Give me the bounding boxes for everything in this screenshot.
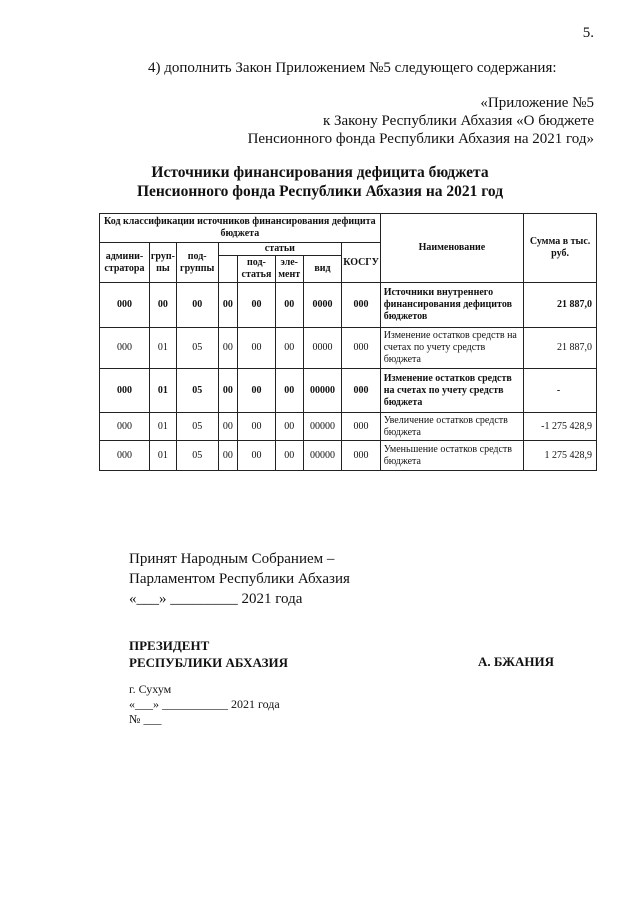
cell-article: 00	[218, 413, 238, 441]
cell-group: 00	[149, 283, 176, 328]
admin-header: админи-стратора	[100, 243, 150, 283]
cell-kind: 00000	[303, 441, 341, 471]
cell-sum: 21 887,0	[524, 283, 597, 328]
cell-kind: 00000	[303, 369, 341, 413]
cell-element: 00	[275, 283, 303, 328]
cell-subarticle: 00	[238, 328, 275, 369]
cell-subgroup: 05	[176, 369, 218, 413]
cell-kosgu: 000	[342, 283, 381, 328]
adopted-line-2: Парламентом Республики Абхазия	[129, 571, 350, 587]
cell-sum: -1 275 428,9	[524, 413, 597, 441]
title-line-2: Пенсионного фонда Республики Абхазия на 2021 год	[136, 183, 504, 200]
cell-subarticle: 00	[238, 413, 275, 441]
intro-text: 4) дополнить Закон Приложением №5 следующего содержания:	[148, 60, 557, 76]
cell-kind: 00000	[303, 413, 341, 441]
cell-name: Изменение остатков средств на счетах по учету средств бюджета	[380, 328, 523, 369]
cell-group: 01	[149, 441, 176, 471]
code-group-header: Код классификации источников финансирования дефицита бюджета	[100, 214, 381, 243]
cell-name: Увеличение остатков средств бюджета	[380, 413, 523, 441]
cell-kosgu: 000	[342, 328, 381, 369]
cell-sum: -	[524, 369, 597, 413]
group-header: груп-пы	[149, 243, 176, 283]
table-row	[100, 328, 597, 369]
cell-kind: 0000	[303, 283, 341, 328]
table-row	[100, 413, 597, 441]
cell-subgroup: 05	[176, 328, 218, 369]
cell-element: 00	[275, 328, 303, 369]
cell-name: Уменьшение остатков средств бюджета	[380, 441, 523, 471]
article-header	[218, 256, 238, 283]
cell-admin: 000	[100, 283, 150, 328]
cell-subarticle: 00	[238, 283, 275, 328]
adopted-line-1: Принят Народным Собранием –	[129, 551, 335, 567]
cell-element: 00	[275, 413, 303, 441]
sign-date: «___» ___________ 2021 года	[129, 697, 280, 711]
cell-kosgu: 000	[342, 369, 381, 413]
cell-kosgu: 000	[342, 441, 381, 471]
cell-element: 00	[275, 369, 303, 413]
adoption-block	[129, 549, 350, 609]
kind-header: вид	[303, 256, 341, 283]
appendix-line-3: Пенсионного фонда Республики Абхазия на 2021 год»	[247, 131, 594, 147]
adopted-date: «___» _________ 2021 года	[129, 591, 303, 607]
appendix-line-2: к Закону Республики Абхазия «О бюджете	[322, 113, 594, 129]
element-header: эле-мент	[275, 256, 303, 283]
cell-sum: 21 887,0	[524, 328, 597, 369]
cell-subgroup: 00	[176, 283, 218, 328]
cell-group: 01	[149, 369, 176, 413]
cell-admin: 000	[100, 441, 150, 471]
name-header: Наименование	[380, 214, 523, 283]
cell-article: 00	[218, 283, 238, 328]
president-title	[129, 637, 288, 671]
table-row	[100, 283, 597, 328]
subgroup-header: под-группы	[176, 243, 218, 283]
appendix-heading	[248, 94, 594, 148]
financing-table	[99, 213, 597, 471]
subarticle-header: под-статья	[238, 256, 275, 283]
document-title	[0, 163, 640, 201]
place-block	[129, 682, 280, 727]
sum-header: Сумма в тыс. руб.	[524, 214, 597, 283]
president-line-1: ПРЕЗИДЕНТ	[129, 638, 210, 653]
cell-subarticle: 00	[238, 369, 275, 413]
cell-admin: 000	[100, 413, 150, 441]
cell-sum: 1 275 428,9	[524, 441, 597, 471]
cell-kosgu: 000	[342, 413, 381, 441]
cell-subgroup: 05	[176, 413, 218, 441]
table-row	[100, 369, 597, 413]
cell-name: Изменение остатков средств на счетах по учету средств бюджета	[380, 369, 523, 413]
cell-kind: 0000	[303, 328, 341, 369]
president-name: А. БЖАНИЯ	[478, 654, 555, 669]
cell-article: 00	[218, 328, 238, 369]
cell-group: 01	[149, 413, 176, 441]
president-line-2: РЕСПУБЛИКИ АБХАЗИЯ	[129, 655, 288, 670]
appendix-line-1: «Приложение №5	[480, 95, 594, 111]
table-row	[100, 441, 597, 471]
page-number: 5.	[582, 25, 594, 41]
kosgu-header: КОСГУ	[342, 243, 381, 283]
cell-article: 00	[218, 369, 238, 413]
cell-subarticle: 00	[238, 441, 275, 471]
cell-article: 00	[218, 441, 238, 471]
articles-header: статьи	[218, 243, 342, 256]
cell-element: 00	[275, 441, 303, 471]
cell-name: Источники внутреннего финансирования дефицитов бюджетов	[380, 283, 523, 328]
cell-admin: 000	[100, 328, 150, 369]
cell-group: 01	[149, 328, 176, 369]
cell-subgroup: 05	[176, 441, 218, 471]
cell-admin: 000	[100, 369, 150, 413]
title-line-1: Источники финансирования дефицита бюджета	[151, 164, 489, 181]
city: г. Сухум	[129, 682, 172, 696]
law-number: № ___	[129, 712, 162, 726]
